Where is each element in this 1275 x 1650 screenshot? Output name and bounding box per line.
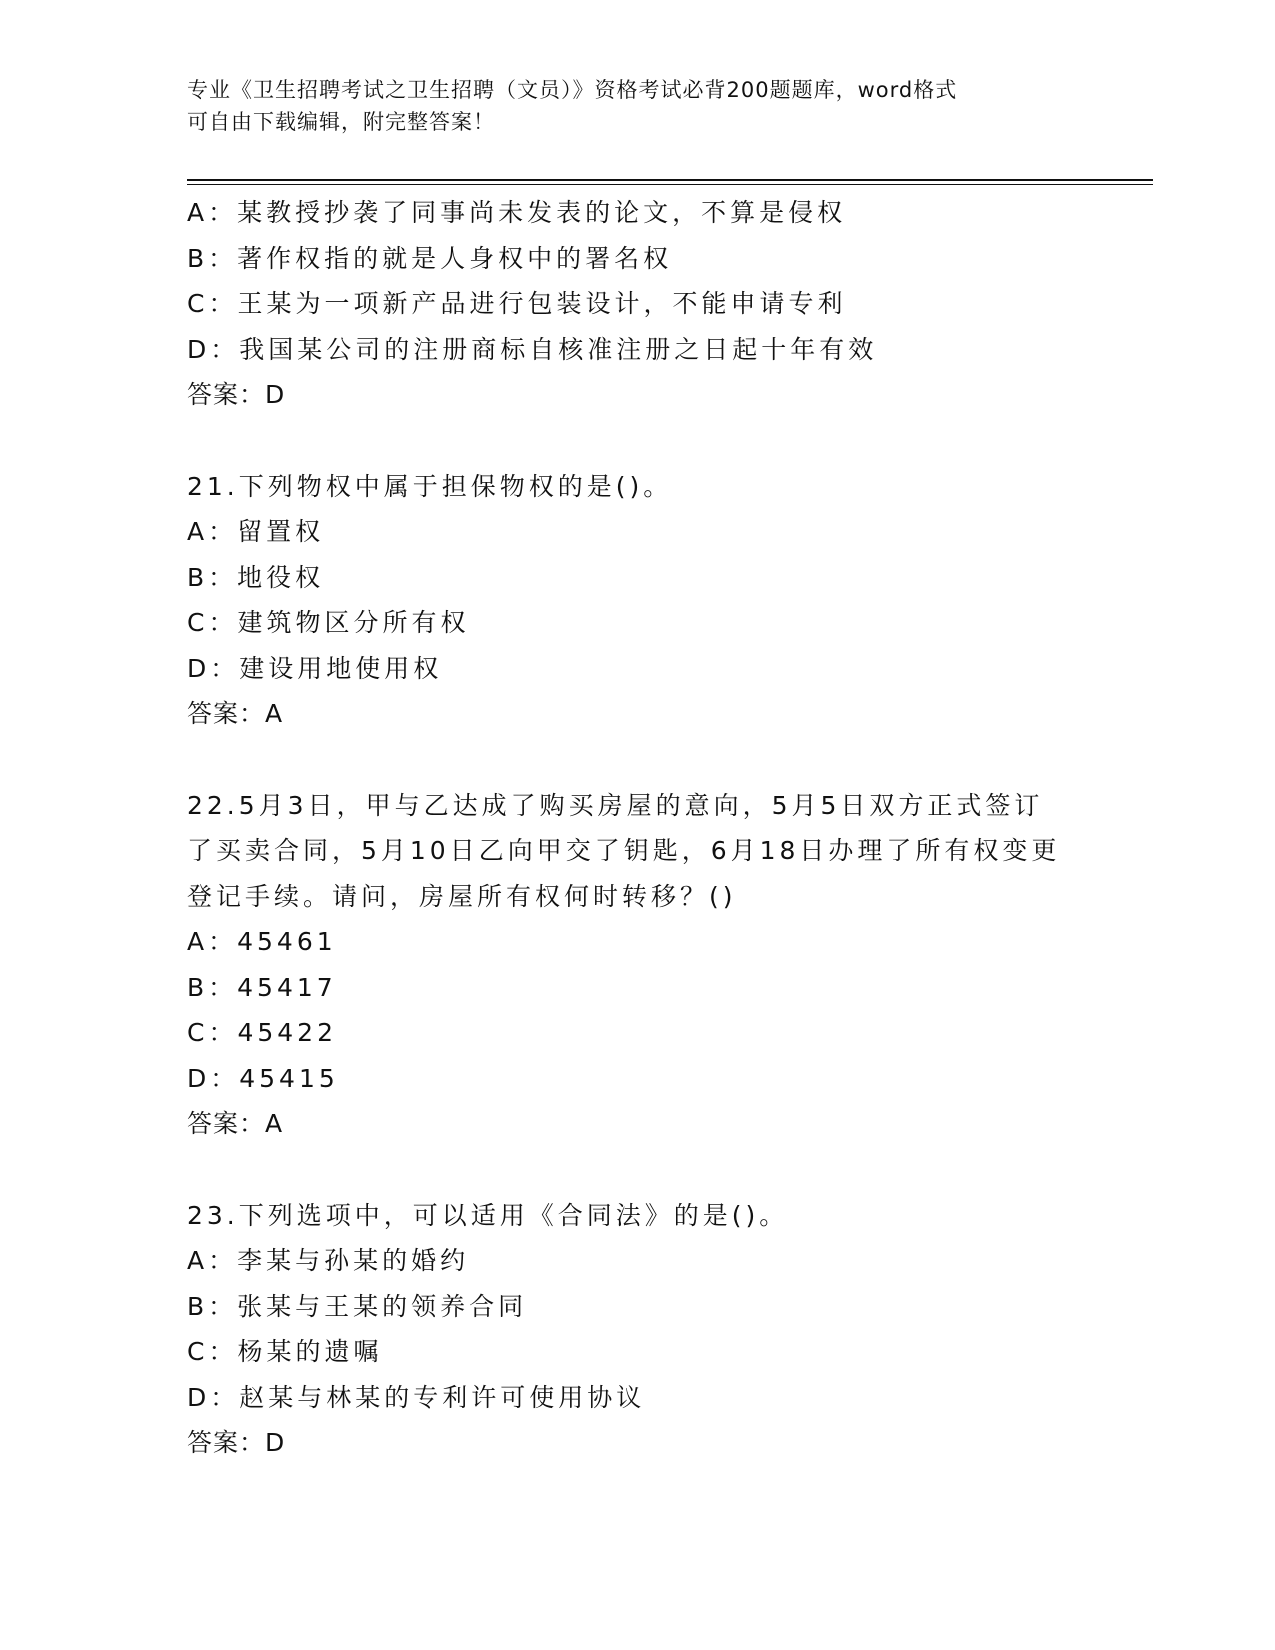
question-21 — [187, 464, 1087, 737]
option-d: D：建设用地使用权 — [187, 653, 443, 683]
question-stem: 23.下列选项中，可以适用《合同法》的是()。 — [187, 1200, 789, 1230]
question-stem: 21.下列物权中属于担保物权的是()。 — [187, 471, 673, 501]
question-stem: 登记手续。请问，房屋所有权何时转移？() — [187, 881, 737, 911]
option-c: C：建筑物区分所有权 — [187, 608, 470, 637]
header-line-2: 可自由下载编辑，附完整答案！ — [187, 110, 495, 134]
continued-question — [187, 190, 1087, 418]
answer-line: 答案：A — [187, 1109, 284, 1138]
option-b: B：45417 — [187, 972, 337, 1002]
option-d: D：赵某与林某的专利许可使用协议 — [187, 1382, 646, 1412]
option-a: A：留置权 — [187, 517, 325, 546]
option-d: D：45415 — [187, 1063, 339, 1093]
document-header — [187, 74, 1087, 138]
document-body — [187, 190, 1087, 1466]
option-d: D：我国某公司的注册商标自核准注册之日起十年有效 — [187, 334, 878, 364]
question-22 — [187, 783, 1087, 1147]
option-a: A：45461 — [187, 927, 337, 956]
option-c: C：45422 — [187, 1018, 337, 1047]
option-b: B：地役权 — [187, 562, 325, 592]
option-a: A：李某与孙某的婚约 — [187, 1246, 470, 1275]
answer-line: 答案：D — [187, 380, 286, 409]
question-stem: 22.5月3日，甲与乙达成了购买房屋的意向，5月5日双方正式签订 — [187, 790, 1044, 820]
header-line-1: 专业《卫生招聘考试之卫生招聘（文员）》资格考试必背200题题库，word格式 — [187, 78, 958, 102]
option-b: B：张某与王某的领养合同 — [187, 1291, 528, 1321]
option-b: B：著作权指的就是人身权中的署名权 — [187, 243, 673, 273]
option-c: C：杨某的遗嘱 — [187, 1337, 383, 1366]
question-23 — [187, 1193, 1087, 1466]
option-c: C：王某为一项新产品进行包装设计，不能申请专利 — [187, 289, 847, 318]
header-divider-thick — [187, 179, 1153, 181]
header-divider-thin — [187, 184, 1153, 185]
answer-line: 答案：A — [187, 699, 284, 728]
question-stem: 了买卖合同，5月10日乙向甲交了钥匙，6月18日办理了所有权变更 — [187, 836, 1061, 865]
option-a: A：某教授抄袭了同事尚未发表的论文，不算是侵权 — [187, 198, 847, 227]
answer-line: 答案：D — [187, 1428, 286, 1457]
